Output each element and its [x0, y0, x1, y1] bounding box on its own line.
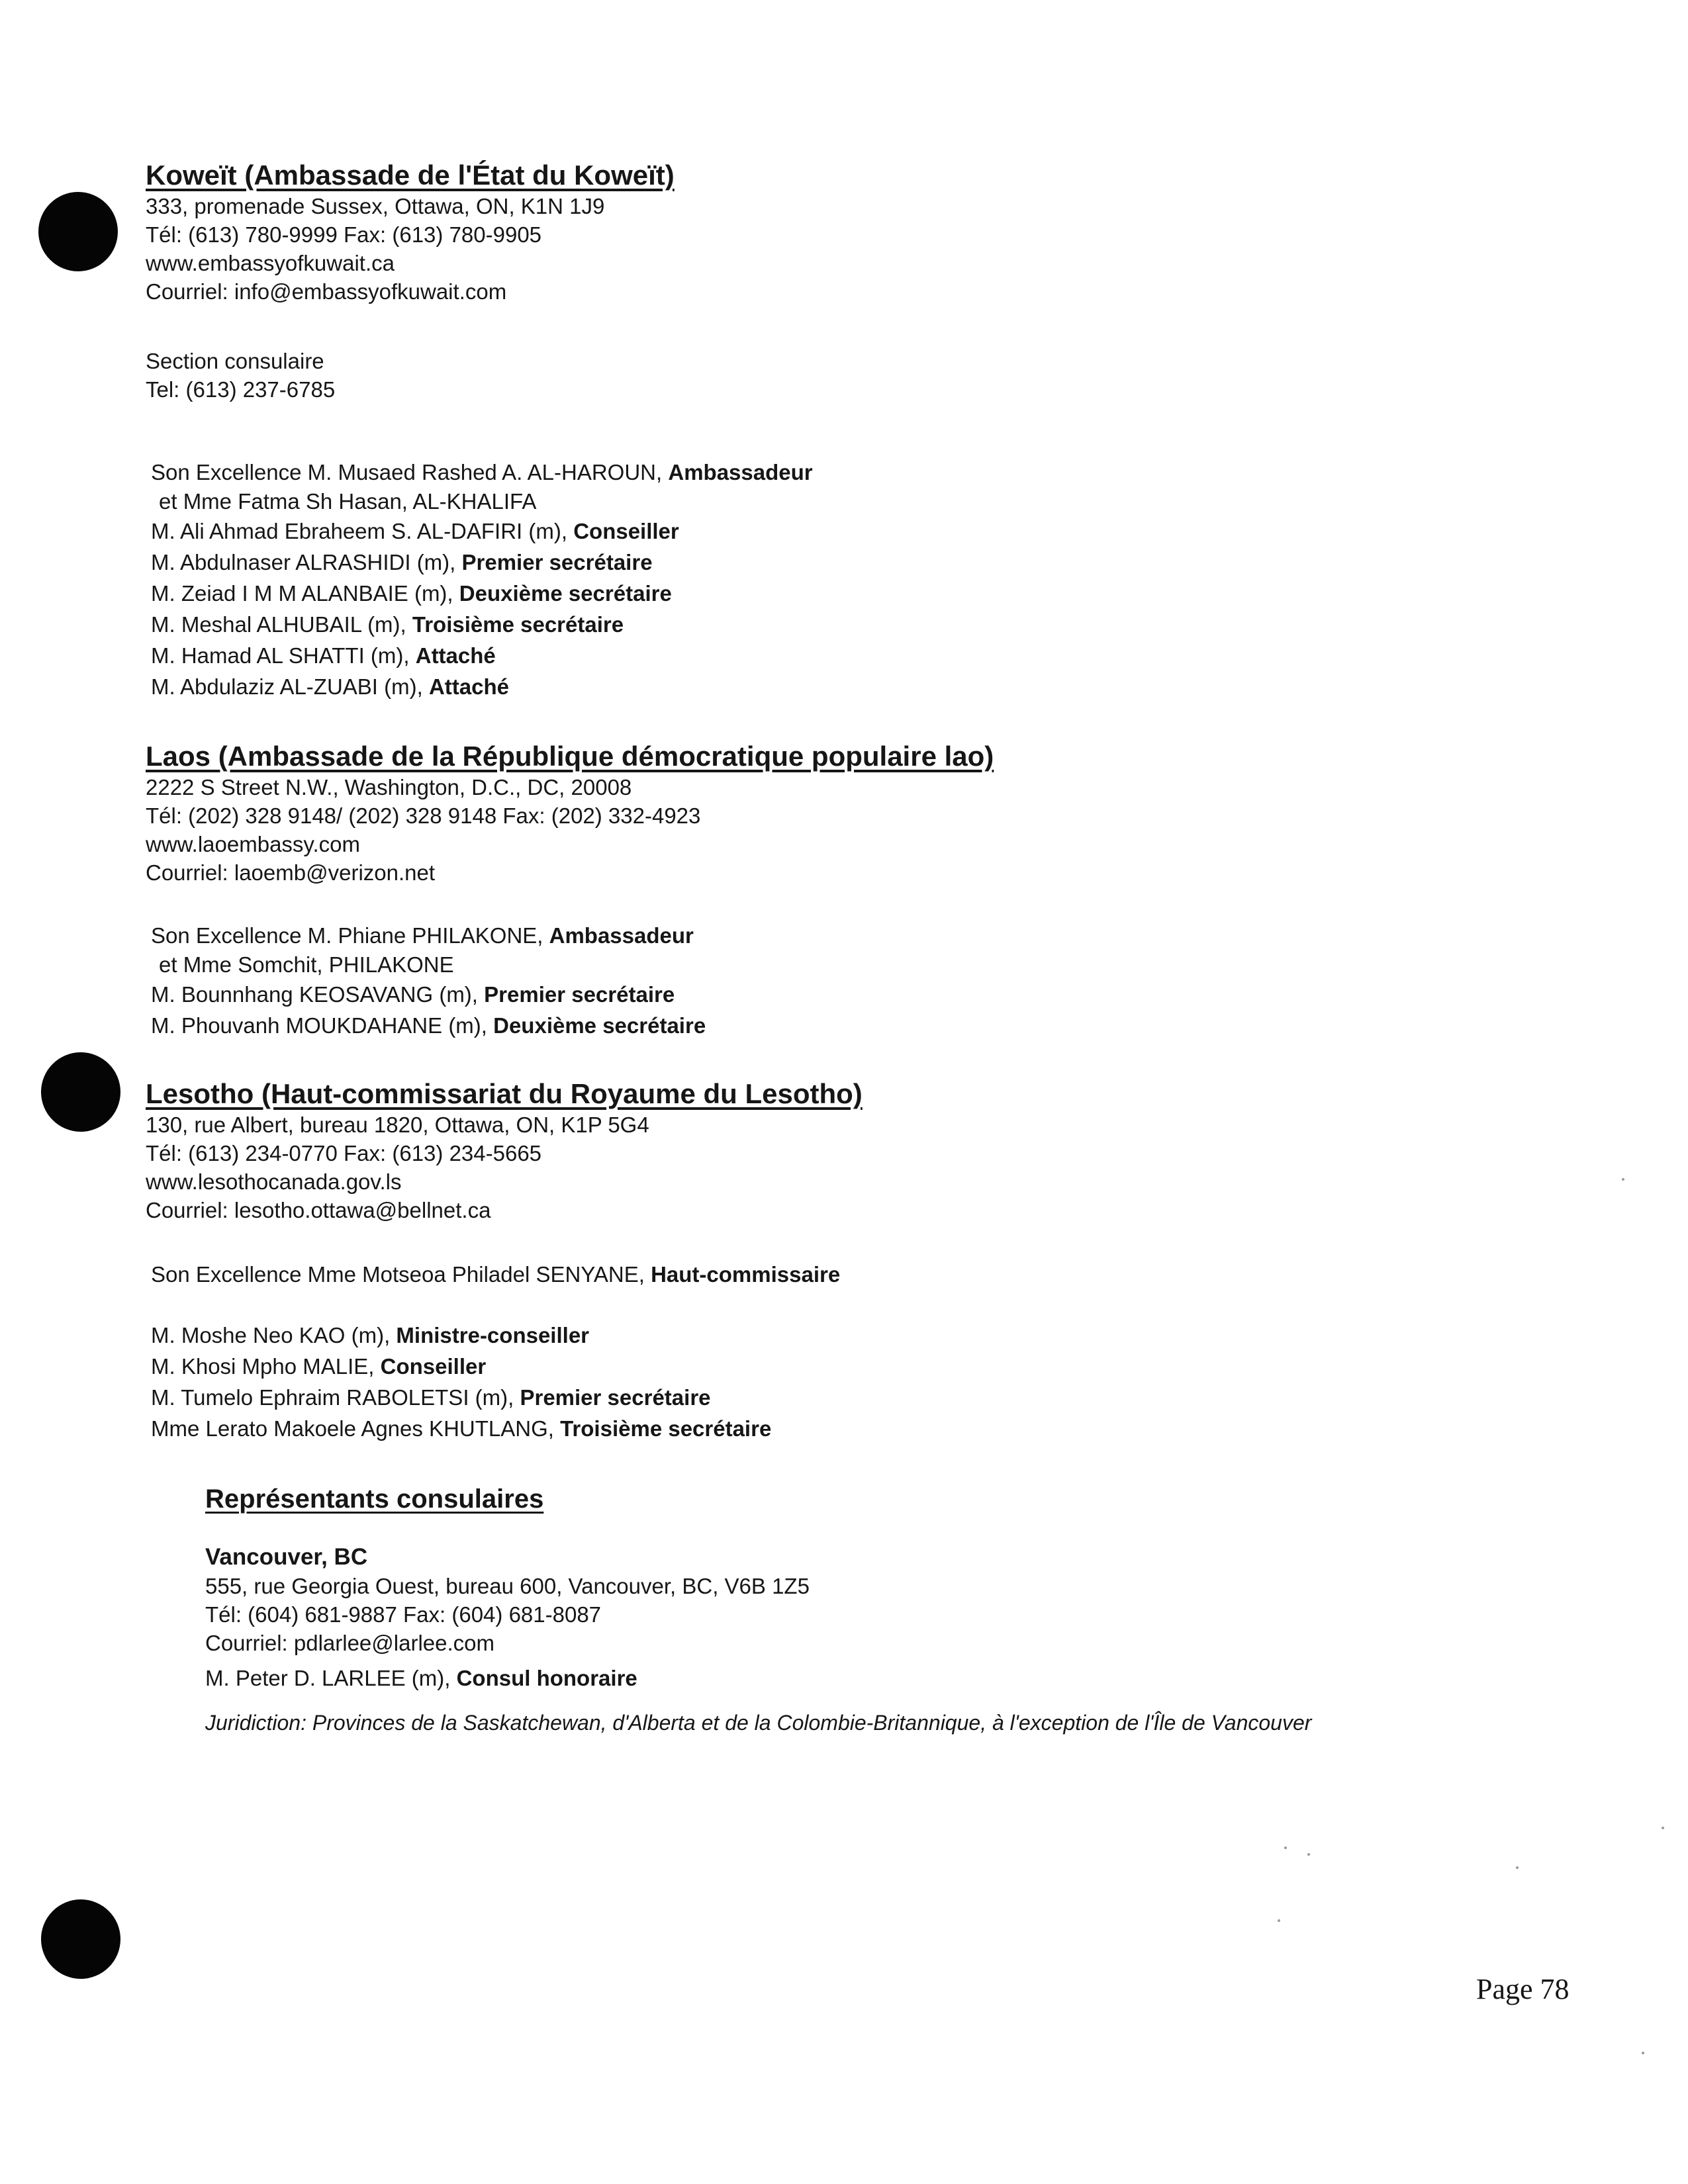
consular-heading: Représentants consulaires: [205, 1484, 544, 1514]
staff-row: [146, 1010, 994, 1041]
entry-website: www.lesothocanada.gov.ls: [146, 1169, 402, 1194]
person-role: Ministre-conseiller: [396, 1323, 590, 1347]
staff-row: [146, 979, 994, 1010]
scan-speck: [1516, 1866, 1519, 1869]
entry-kuwait: [146, 159, 813, 702]
punch-hole-middle: [41, 1052, 120, 1132]
entry-email: Courriel: lesotho.ottawa@bellnet.ca: [146, 1198, 491, 1222]
person-role: Premier secrétaire: [461, 550, 653, 574]
staff-row: [146, 609, 813, 640]
staff-row: [146, 516, 813, 547]
consular-section-label: Section consulaire: [146, 349, 324, 373]
person-role: Haut-commissaire: [651, 1262, 841, 1287]
consular-jurisdiction: Juridiction: Provinces de la Saskatchewan, d'Alberta et de la Colombie-Britannique, à l'exception de l'Île de Vancouver: [205, 1711, 1312, 1735]
staff-row: [146, 578, 813, 609]
entry-laos: [146, 740, 994, 1041]
spouse-name: et Mme Somchit, PHILAKONE: [159, 952, 454, 977]
entry-address: 2222 S Street N.W., Washington, D.C., DC, 20008: [146, 775, 632, 799]
consular-address: 555, rue Georgia Ouest, bureau 600, Vancouver, BC, V6B 1Z5: [205, 1574, 810, 1598]
entry-address: 130, rue Albert, bureau 1820, Ottawa, ON, K1P 5G4: [146, 1113, 649, 1137]
scan-speck: [1662, 1827, 1664, 1829]
person-name: M. Phouvanh MOUKDAHANE (m),: [151, 1013, 494, 1038]
consul-row: [205, 1662, 1311, 1694]
entry-title: Laos (Ambassade de la République démocratique populaire lao): [146, 741, 994, 772]
consular-section-phone: Tel: (613) 237-6785: [146, 377, 336, 402]
head-of-mission: [146, 920, 994, 951]
person-name: Son Excellence M. Musaed Rashed A. AL-HAROUN,: [151, 460, 669, 484]
entry-phone: Tél: (613) 780-9999 Fax: (613) 780-9905: [146, 222, 542, 247]
person-role: Premier secrétaire: [484, 982, 675, 1007]
person-name: Mme Lerato Makoele Agnes KHUTLANG,: [151, 1416, 561, 1441]
person-name: M. Tumelo Ephraim RABOLETSI (m),: [151, 1385, 520, 1410]
scan-speck: [1622, 1178, 1624, 1181]
person-role: Ambassadeur: [549, 923, 694, 948]
person-name: M. Ali Ahmad Ebraheem S. AL-DAFIRI (m),: [151, 519, 574, 543]
person-role: Attaché: [428, 674, 509, 699]
entry-website: www.embassyofkuwait.ca: [146, 251, 395, 275]
person-role: Ambassadeur: [668, 460, 813, 484]
page-number: Page 78: [1476, 1973, 1570, 2005]
spouse-name: et Mme Fatma Sh Hasan, AL-KHALIFA: [159, 489, 537, 514]
spouse-line: [146, 951, 994, 979]
person-name: M. Khosi Mpho MALIE,: [151, 1354, 381, 1379]
staff-row: [146, 547, 813, 578]
consular-representatives: [205, 1482, 1311, 1737]
person-role: Conseiller: [573, 519, 679, 543]
consular-phone: Tél: (604) 681-9887 Fax: (604) 681-8087: [205, 1602, 602, 1627]
scan-speck: [1642, 2052, 1644, 2054]
person-role: Consul honoraire: [456, 1666, 637, 1690]
person-name: M. Abdulnaser ALRASHIDI (m),: [151, 550, 462, 574]
entry-website: www.laoembassy.com: [146, 832, 360, 856]
person-name: M. Peter D. LARLEE (m),: [205, 1666, 457, 1690]
person-role: Attaché: [415, 643, 496, 668]
entry-title: Koweït (Ambassade de l'État du Koweït): [146, 159, 675, 191]
entry-email: Courriel: info@embassyofkuwait.com: [146, 279, 507, 304]
person-name: M. Abdulaziz AL-ZUABI (m),: [151, 674, 429, 699]
consular-city: Vancouver, BC: [205, 1544, 368, 1570]
head-of-mission: [146, 1259, 863, 1290]
consular-email: Courriel: pdlarlee@larlee.com: [205, 1631, 495, 1655]
punch-hole-top: [38, 192, 118, 271]
punch-hole-bottom: [41, 1899, 120, 1979]
staff-row: [146, 1413, 863, 1444]
entry-lesotho: [146, 1077, 863, 1444]
entry-title: Lesotho (Haut-commissariat du Royaume du Lesotho): [146, 1078, 863, 1109]
person-role: Deuxième secrétaire: [493, 1013, 706, 1038]
entry-phone: Tél: (613) 234-0770 Fax: (613) 234-5665: [146, 1141, 542, 1165]
person-name: M. Hamad AL SHATTI (m),: [151, 643, 416, 668]
staff-row: [146, 640, 813, 671]
staff-row: [146, 1320, 863, 1351]
entry-address: 333, promenade Sussex, Ottawa, ON, K1N 1J9: [146, 194, 605, 218]
person-role: Conseiller: [380, 1354, 487, 1379]
entry-phone: Tél: (202) 328 9148/ (202) 328 9148 Fax: (202) 332-4923: [146, 803, 701, 828]
person-name: M. Bounnhang KEOSAVANG (m),: [151, 982, 485, 1007]
person-role: Deuxième secrétaire: [459, 581, 672, 606]
person-name: Son Excellence M. Phiane PHILAKONE,: [151, 923, 549, 948]
spouse-line: [146, 488, 813, 516]
scan-speck: [1307, 1853, 1310, 1856]
staff-row: [146, 671, 813, 702]
staff-row: [146, 1351, 863, 1382]
entry-email: Courriel: laoemb@verizon.net: [146, 860, 436, 885]
person-role: Troisième secrétaire: [560, 1416, 772, 1441]
head-of-mission: [146, 457, 813, 488]
person-role: Troisième secrétaire: [412, 612, 624, 637]
scan-speck: [1278, 1919, 1280, 1922]
scan-speck: [1284, 1846, 1287, 1849]
staff-row: [146, 1382, 863, 1413]
person-name: Son Excellence Mme Motseoa Philadel SENYANE,: [151, 1262, 651, 1287]
person-name: M. Meshal ALHUBAIL (m),: [151, 612, 412, 637]
person-name: M. Moshe Neo KAO (m),: [151, 1323, 397, 1347]
person-name: M. Zeiad I M M ALANBAIE (m),: [151, 581, 459, 606]
person-role: Premier secrétaire: [520, 1385, 711, 1410]
